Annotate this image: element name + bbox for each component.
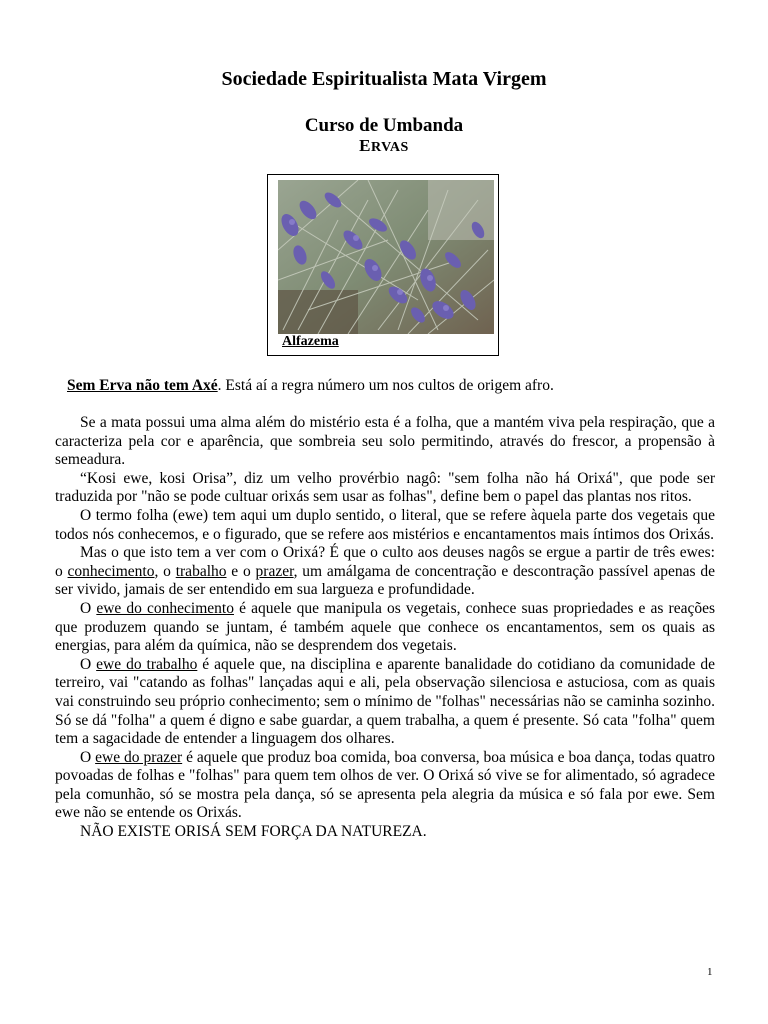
p6-text-b: é aquele que, na disciplina e aparente banalidade do cotidiano da comunidade de terreiro, vai "catando as folhas" lançadas aqui e ali, pela observação silenciosa e astuciosa, com as quais vai construindo seu próprio conhecimento; sem o mínimo de "folhas" necessárias não se caminha sozinho. Só se dá "folha" a quem é digno e sabe guardar, a quem trabalha, a quem é presente. Só cata "folha" quem tem a sagacidade de entender a linguagem dos olhares. [55, 655, 715, 748]
paragraph-2: “Kosi ewe, kosi Orisa”, diz um velho provérbio nagô: "sem folha não há Orixá", que pode ser traduzida por "não se pode cultuar orixás sem usar as folhas", define bem o papel das plantas nos ritos. [55, 469, 715, 506]
paragraph-7 [55, 749, 715, 823]
term-ewe-do-trabalho: ewe do trabalho [96, 655, 198, 673]
lead-sentence [67, 377, 717, 396]
p4-text-d: , um amálgama de concentração e descontração passível apenas de ser vivido, jamais de ser entendido em sua largueza e profundidade. [55, 562, 716, 599]
section-title-initial: E [359, 136, 371, 155]
term-ewe-do-prazer: ewe do prazer [95, 748, 183, 766]
organization-title: Sociedade Espiritualista Mata Virgem [221, 68, 547, 90]
p7-text-b: é aquele que produz boa comida, boa conversa, boa música e boa dança, todas quatro povoadas de folhas e "folhas" para quem tem olhos de ver. O Orixá só vive se for alimentado, só agradece pela comunhão, só se mostra pela dança, só se apresenta pela alegria da música e só fala por ewe. Sem ewe não se entende os Orixás. [55, 748, 715, 822]
paragraph-4 [55, 544, 715, 600]
lead-emphasis: Sem Erva não tem Axé [67, 377, 218, 394]
lavender-photo [278, 180, 494, 334]
term-prazer: prazer [255, 562, 294, 580]
page-number: 1 [707, 966, 713, 978]
p5-text-b: é aquele que manipula os vegetais, conhece suas propriedades e as reações que produzem quando se juntam, é também aquele que conhece os encantamentos, sem os quais as energias, para além da química, não se desprendem dos vegetais. [55, 599, 716, 655]
p5-text-a: O [80, 599, 97, 617]
lead-rest: . Está aí a regra número um nos cultos de origem afro. [217, 377, 554, 394]
paragraph-6 [55, 656, 715, 749]
p4-text-b: , o [154, 562, 176, 580]
p7-text-a: O [80, 748, 96, 766]
figure-caption: Alfazema [282, 334, 339, 349]
section-title-rest: RVAS [371, 140, 409, 155]
p6-text-a: O [80, 655, 97, 673]
term-conhecimento: conhecimento [67, 562, 155, 580]
lavender-figure [267, 174, 499, 356]
paragraph-8: NÃO EXISTE ORISÁ SEM FORÇA DA NATUREZA. [80, 823, 427, 841]
lavender-image [278, 180, 494, 334]
term-ewe-do-conhecimento: ewe do conhecimento [96, 599, 234, 617]
course-title: Curso de Umbanda [304, 115, 464, 136]
paragraph-5 [55, 600, 715, 656]
main-text [55, 414, 715, 842]
p4-text-c: e o [226, 562, 256, 580]
paragraph-1: Se a mata possui uma alma além do mistério esta é a folha, que a mantém viva pela respiração, que a caracteriza pela cor e aparência, que sombreia seu solo permitindo, através do frescor, a propensão à semeadura. [55, 414, 715, 469]
section-title [0, 136, 768, 156]
p4-text-a: Mas o que isto tem a ver com o Orixá? É que o culto aos deuses nagôs se ergue a partir de três ewes: o [55, 544, 715, 580]
term-trabalho: trabalho [175, 562, 227, 580]
paragraph-3: O termo folha (ewe) tem aqui um duplo sentido, o literal, que se refere àquela parte dos vegetais que todos nós conhecemos, e o figurado, que se refere aos mistérios e encantamentos mais íntimos dos Orixás. [55, 506, 715, 543]
